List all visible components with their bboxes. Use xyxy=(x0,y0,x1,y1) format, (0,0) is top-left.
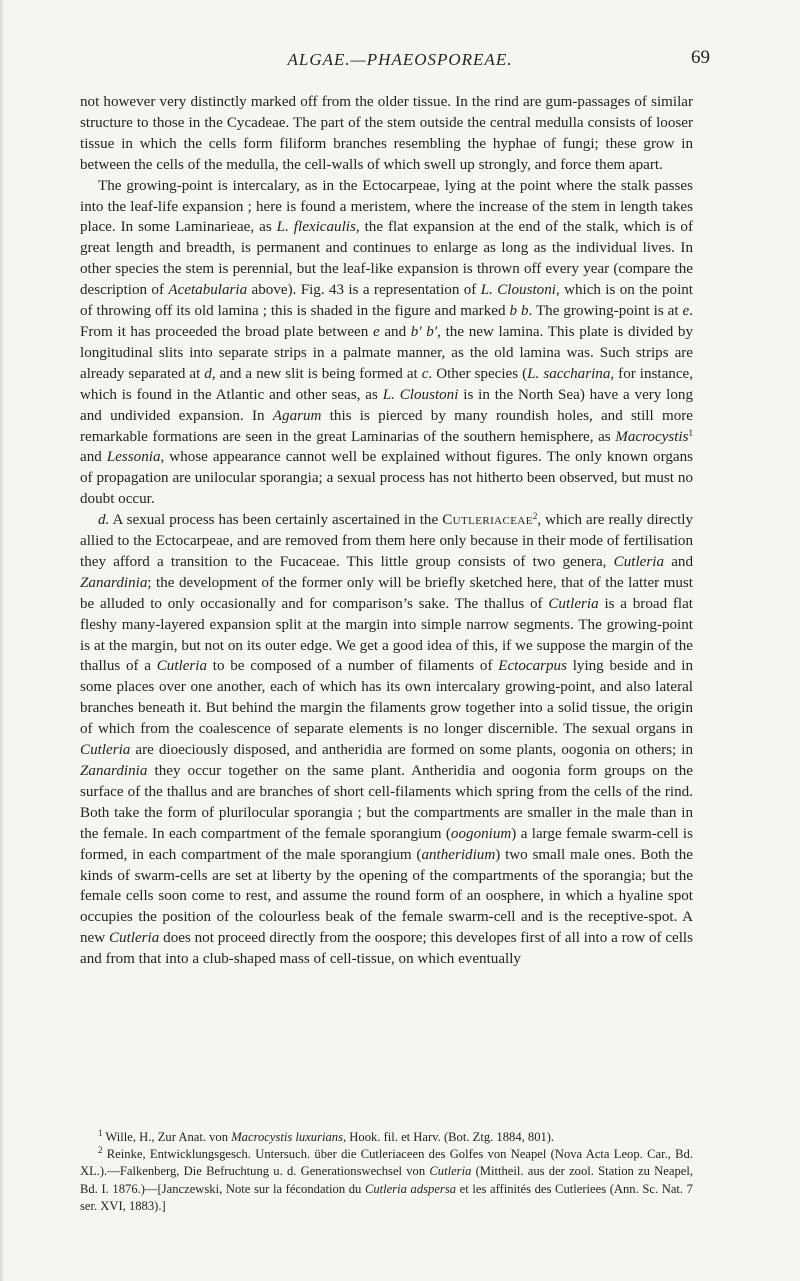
italic-text: Cutleria xyxy=(548,595,599,612)
italic-text: Acetabularia xyxy=(168,282,248,299)
text-run: is a broad flat fleshy many-layered expansion split at the margin into simple narrow segments. The growing-point is at the margin, but not on its outer edge. We get a good idea of this, if we suppose the margin of the thallus of a xyxy=(80,595,693,675)
small-caps-text: Cutleriaceae xyxy=(442,512,533,529)
running-head: ALGAE.—PHAEOSPOREAE. xyxy=(287,50,513,69)
italic-text: e xyxy=(372,323,380,340)
text-run: A sexual process has been certainly ascertained in the xyxy=(109,512,443,529)
text-run: is in the North Sea) have a very long and undivided expansion. In xyxy=(80,386,694,424)
text-run: The growing-point is intercalary, as in the Ectocarpeae, lying at the point where the stalk passes into the leaf-life expansion ; here is found a meristem, where the increase of the stem in length takes place. In some Laminarieae, as xyxy=(80,177,693,236)
footnote-ref: 1 xyxy=(98,1128,103,1138)
text-run: , Hook. fil. et Harv. (Bot. Ztg. 1884, 801). xyxy=(343,1130,555,1144)
text-run: above). Fig. 43 is a representation of xyxy=(247,282,481,299)
text-run: ) two small male ones. Both the kinds of swarm-cells are set at liberty by the opening of the compartments of the sporangia; but the female cells soon come to rest, and assume the round form of an oosphere, in which a hyaline spot occupies the position of the colourless beak of the female swarm-cell and is the receptive-spot. A new xyxy=(80,846,693,947)
text-run: , which are really directly allied to the Ectocarpeae, and are removed from them here only because in their mode of fertilisation they afford a transition to the Fucaceae. This little group consists of two genera, xyxy=(80,512,694,570)
italic-text: Zanardinia xyxy=(80,763,148,779)
text-run: ) a large female swarm-cell is formed, in each compartment of the male sporangium ( xyxy=(80,825,693,863)
italic-text: Ectocarpus xyxy=(498,658,567,675)
text-run: ; the development of the former only will be briefly sketched here, that of the latter must be alluded to only occasionally and for comparison’s sake. The thallus of xyxy=(80,574,693,612)
text-run: , and a new slit is being formed at xyxy=(211,365,422,382)
italic-text: Cutleria adspersa xyxy=(364,1181,457,1196)
italic-text: Cutleria xyxy=(80,742,131,759)
text-run: and xyxy=(664,553,693,570)
italic-text: antheridium xyxy=(421,846,496,863)
text-run: et les affinités des Cutleriees (Ann. Sc. Nat. 7 ser. XVI, 1883).] xyxy=(80,1181,693,1213)
text-run: they occur together on the same plant. Antheridia and oogonia form groups on the surface of the thallus and are branches of short cell-filaments which spring from the cells of the rind. Both take the form of plurilocular sporangia ; but the compartments are smaller in the male than in the female. In each compartment of the female sporangium ( xyxy=(80,763,693,842)
text-run: to be composed of a number of filaments of xyxy=(207,658,499,675)
italic-text: Cutleria xyxy=(613,553,664,570)
text-run: , for instance, which is found in the Atlantic and other seas, as xyxy=(80,365,693,403)
text-run: Wille, H., Zur Anat. von xyxy=(102,1130,232,1144)
italic-text: Zanardinia xyxy=(80,574,148,591)
italic-text: L. Cloustoni xyxy=(382,386,459,403)
italic-text: Cutleria xyxy=(429,1164,472,1179)
italic-text: c xyxy=(421,365,429,382)
italic-text: d. xyxy=(98,512,110,529)
footnote-ref: 2 xyxy=(532,511,538,522)
text-run: , whose appearance cannot well be explained without figures. The only known organs of propagation are unilocular sporangia; a sexual process has not hitherto been observed, but must no doubt occur. xyxy=(80,449,694,508)
text-run: this is pierced by many roundish holes, and still more remarkable formations are seen in the great Laminarias of the southern hemisphere, as xyxy=(80,407,693,445)
italic-text: oogonium xyxy=(450,825,512,842)
italic-text: Agarum xyxy=(272,407,322,424)
text-run: , the flat expansion at the end of the stalk, which is of great length and breadth, is permanent and continues to enlarge as long as the individual lives. In other species the stem is perennial, but the leaf-like expansion is thrown off every year (compare the description of xyxy=(80,219,693,299)
italic-text: L. flexicaulis xyxy=(276,219,356,236)
italic-text: d xyxy=(204,365,212,382)
italic-text: Cutleria xyxy=(156,658,208,675)
text-run: , which is on the point of throwing off its old lamina ; this is shaded in the figure and marked xyxy=(80,282,694,320)
italic-text: Cutleria xyxy=(108,930,160,947)
italic-text: b b xyxy=(509,303,529,320)
text-run: not however very distinctly marked off from the older tissue. In the rind are gum-passages of similar structure to those in the Cycadeae. The part of the stem outside the central medulla consists of looser tissue in which the cells form filiform branches resembling the hyphae of fungi; these grow in between the cells of the medulla, the cell-walls of which swell up strongly, and force them apart. xyxy=(80,94,693,173)
italic-text: Lessonia xyxy=(106,449,161,466)
text-run: does not proceed directly from the oospore; this developes first of all into a row of cells and from that into a club-shaped mass of cell-tissue, on which eventually xyxy=(80,930,694,968)
text-run: and xyxy=(379,323,411,340)
text-run: . Other species ( xyxy=(428,365,528,382)
text-run: (Mittheil. aus der zool. Station zu Neapel, Bd. I. 1876.)—[Janczewski, Note sur la fécondation du xyxy=(80,1164,693,1196)
footnote-ref: 2 xyxy=(98,1145,103,1156)
text-run: , the new lamina. This plate is divided by longitudinal slits into separate strips in a palmate manner, as the old lamina was. Such strips are already separated at xyxy=(80,323,693,382)
italic-text: Macrocystis xyxy=(615,428,689,445)
body-text xyxy=(80,92,693,970)
paragraph xyxy=(80,176,693,511)
text-run: and xyxy=(80,449,107,466)
text-run: Reinke, Entwicklungsgesch. Untersuch. über die Cutleriaceen des Golfes von Neapel (Nova Acta Leop. Car., Bd. XL.).—Falkenberg, Die Befruchtung u. d. Generationswechsel von xyxy=(80,1147,693,1179)
text-run: . From it has proceeded the broad plate between xyxy=(80,303,693,340)
footnote-ref: 1 xyxy=(688,427,693,438)
page-number: 69 xyxy=(691,47,710,68)
italic-text: e xyxy=(682,303,690,320)
footnotes xyxy=(80,1129,693,1215)
text-run: are dioeciously disposed, and antheridia are formed on some plants, oogonia on others; in xyxy=(130,742,693,759)
paragraph xyxy=(80,510,693,970)
paragraph xyxy=(80,92,693,176)
page-header xyxy=(60,47,710,80)
page-edge-shadow xyxy=(0,0,4,1281)
footnote xyxy=(80,1129,693,1146)
text-run: lying beside and in some places over one another, each of which has its own intercalary growing-point, and also lateral branches beneath it. But behind the margin the filaments grow together into a solid tissue, the origin of which from the coalescence of separate elements is no longer discernible. The sexual organs in xyxy=(80,658,694,738)
italic-text: L. Cloustoni xyxy=(480,282,556,299)
footnote xyxy=(80,1146,693,1215)
italic-text: b′ b′ xyxy=(410,323,438,340)
text-run: . The growing-point is at xyxy=(528,303,683,320)
italic-text: L. saccharina xyxy=(527,365,611,382)
italic-text: Macrocystis luxurians xyxy=(231,1130,343,1144)
